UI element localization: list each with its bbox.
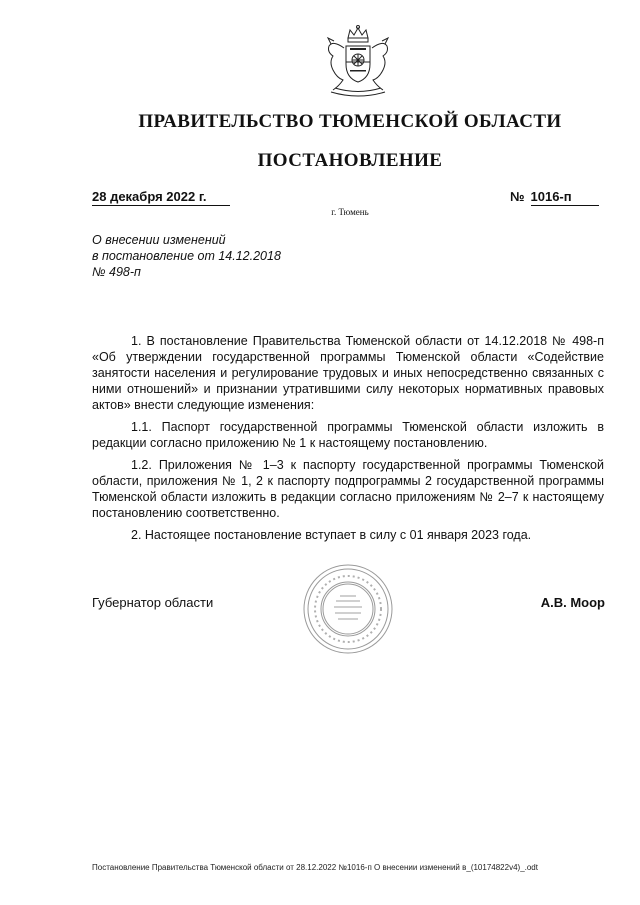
subject-line: № 498-п	[92, 265, 141, 279]
body-paragraph: 1.1. Паспорт государственной программы Тюменской области изложить в редакции согласно приложению № 1 к настоящему постановлению.	[92, 420, 604, 450]
subject-line: в постановление от 14.12.2018	[92, 249, 281, 263]
document-subject	[92, 232, 352, 280]
government-title: ПРАВИТЕЛЬСТВО ТЮМЕНСКОЙ ОБЛАСТИ	[138, 111, 562, 132]
number-value: 1016-п	[531, 189, 599, 206]
document-body	[92, 333, 604, 549]
document-type-title: ПОСТАНОВЛЕНИЕ	[257, 150, 443, 171]
document-number	[510, 189, 599, 206]
coat-of-arms-icon	[317, 22, 399, 104]
signatory-role: Губернатор области	[92, 595, 214, 610]
signatory-name: А.В. Моор	[540, 595, 605, 610]
body-paragraph: 1.2. Приложения № 1–3 к паспорту государственной программы Тюменской области, приложения № 1, 2 к паспорту подпрограммы 2 государственной программы Тюменской области изложить в редакции согласно приложениям № 2–7 к настоящему постановлению соответственно.	[92, 458, 604, 520]
body-paragraph: 1. В постановление Правительства Тюменской области от 14.12.2018 № 498-п «Об утверждении государственной программы Тюменской области «Содействие занятости населения и регулирование трудовых и иных непосредственно связанных с ними отношений» и признании утратившими силу некоторых нормативных правовых актов» внести следующие изменения:	[92, 334, 604, 412]
number-sign: №	[510, 189, 525, 204]
document-footer: Постановление Правительства Тюменской области от 28.12.2022 №1016-п О внесении изменений в_(10174822v4)_.odt	[92, 863, 538, 872]
city-label: г. Тюмень	[331, 207, 369, 217]
official-seal-stamp	[302, 563, 394, 655]
subject-line: О внесении изменений	[92, 233, 226, 247]
body-paragraph: 2. Настоящее постановление вступает в силу с 01 января 2023 года.	[131, 528, 532, 542]
document-date: 28 декабря 2022 г.	[92, 189, 230, 206]
